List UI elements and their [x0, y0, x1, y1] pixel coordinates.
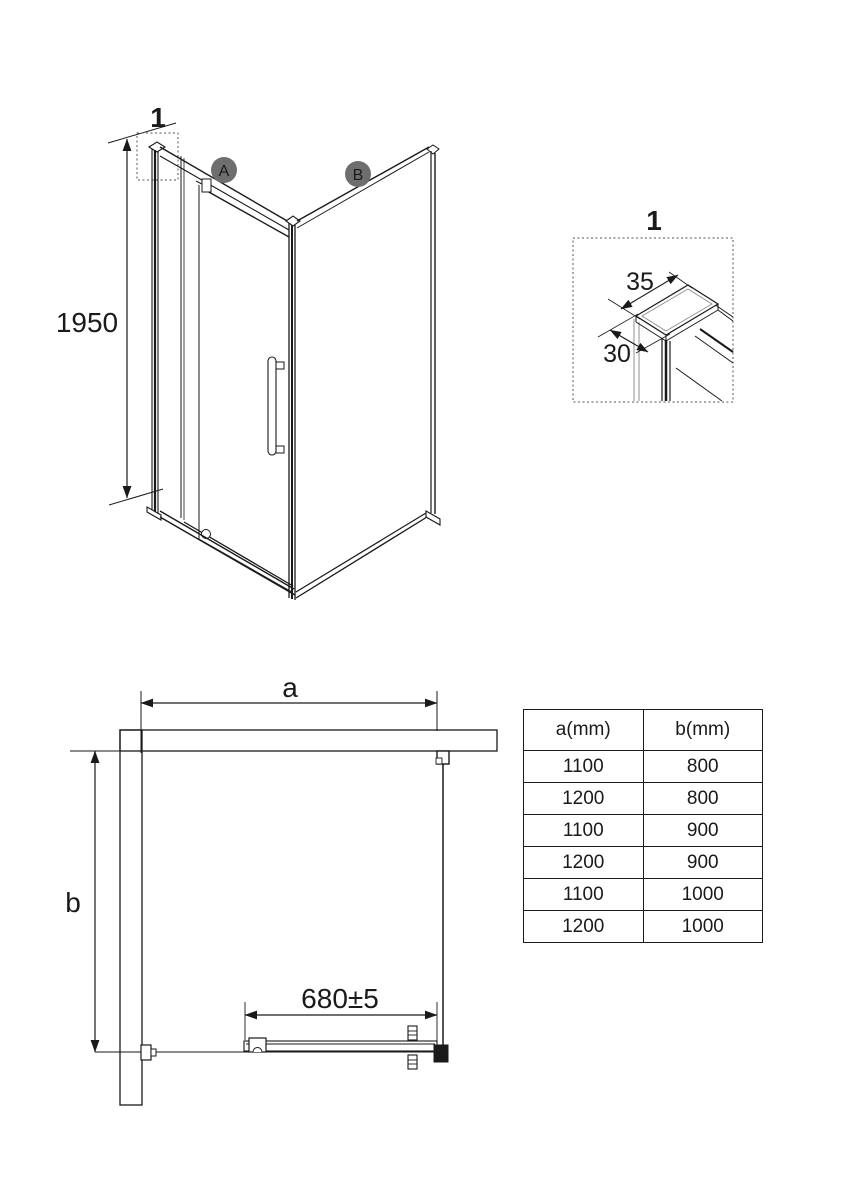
table-cell-b: 1000 — [643, 911, 763, 943]
detail-dim-30-label: 30 — [603, 340, 631, 368]
plan-door-clamp — [249, 1038, 266, 1052]
table-row — [524, 783, 763, 815]
table-cell-a: 1100 — [524, 751, 644, 783]
iso-wall-profile — [147, 142, 165, 520]
table-cell-b: 900 — [643, 815, 763, 847]
table-cell-b: 800 — [643, 751, 763, 783]
iso-door-roller — [196, 179, 211, 192]
table-row — [524, 751, 763, 783]
panel-b-label: B — [352, 167, 364, 184]
panel-a-label: A — [218, 163, 230, 180]
table-row — [524, 815, 763, 847]
plan-door-guide-lower — [408, 1055, 417, 1069]
table-row — [524, 879, 763, 911]
table-cell-b: 900 — [643, 847, 763, 879]
plan-corner-block — [434, 1045, 448, 1062]
detail-callout-label: 1 — [150, 102, 166, 133]
size-table-header-b: b(mm) — [643, 710, 763, 751]
plan-wall-profile — [141, 1045, 156, 1060]
panel-a-badge — [211, 157, 237, 183]
size-table-header-a: a(mm) — [524, 710, 644, 751]
detail-dim-35-label: 35 — [626, 268, 654, 296]
plan-dim-a-label: a — [282, 672, 298, 703]
plan-top-wall — [120, 730, 497, 751]
plan-dim-b-label: b — [65, 887, 81, 918]
iso-view — [56, 102, 440, 600]
table-row — [524, 847, 763, 879]
iso-side-panel — [296, 145, 440, 598]
table-cell-b: 1000 — [643, 879, 763, 911]
table-cell-a: 1200 — [524, 783, 644, 815]
size-table-grid — [523, 709, 763, 943]
plan-dim-b — [65, 751, 120, 1052]
detail-view — [573, 205, 733, 402]
plan-dim-680-label: 680±5 — [301, 983, 379, 1014]
table-cell-a: 1100 — [524, 879, 644, 911]
iso-corner-post — [286, 216, 300, 600]
detail-label: 1 — [646, 205, 662, 236]
iso-bottom-track — [160, 511, 295, 595]
table-cell-a: 1200 — [524, 911, 644, 943]
iso-door-handle — [268, 357, 284, 455]
plan-door-panel — [244, 1026, 448, 1069]
table-cell-a: 1100 — [524, 815, 644, 847]
plan-view — [65, 672, 497, 1105]
table-row — [524, 911, 763, 943]
plan-wall-bracket — [436, 751, 449, 764]
plan-door-guide-upper — [408, 1026, 417, 1040]
plan-left-wall — [120, 730, 142, 1105]
table-cell-a: 1200 — [524, 847, 644, 879]
table-cell-b: 800 — [643, 783, 763, 815]
size-table — [523, 709, 763, 943]
panel-b-badge — [345, 161, 371, 187]
size-table-header-row — [524, 710, 763, 751]
height-dim-label: 1950 — [55, 307, 119, 338]
plan-dim-a — [141, 672, 437, 753]
